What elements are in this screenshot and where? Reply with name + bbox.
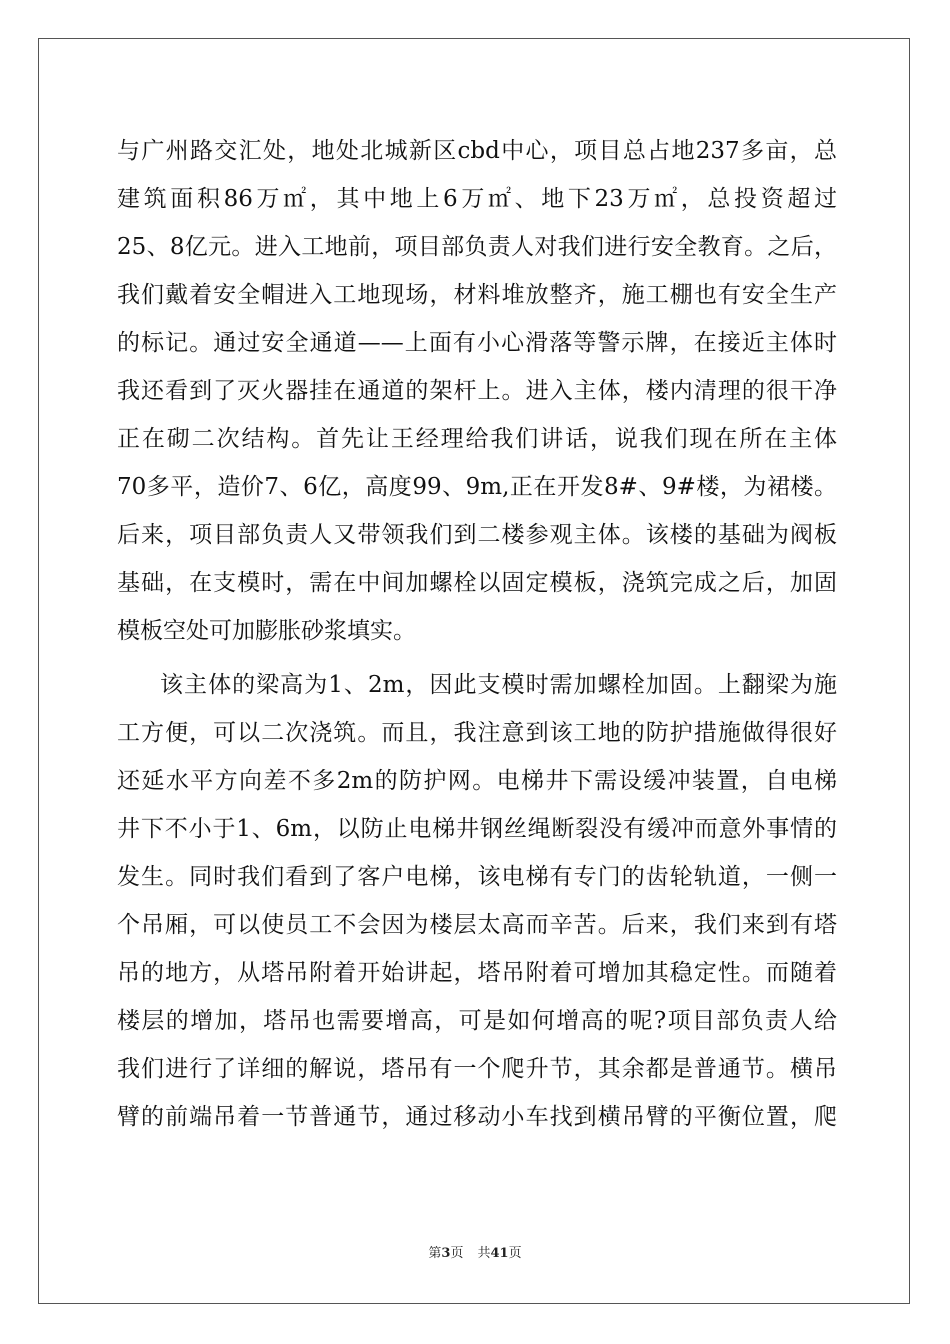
paragraph-line: 模板空处可加膨胀砂浆填实。 xyxy=(117,618,416,644)
paragraph-line: 发生。同时我们看到了客户电梯，该电梯有专门的齿轮轨道，一侧一 xyxy=(117,864,837,890)
page-label-prefix: 第 xyxy=(428,1246,442,1261)
paragraph-line: 正在砌二次结构。首先让王经理给我们讲话，说我们现在所在主体 xyxy=(117,426,837,452)
paragraph-line: 我还看到了灭火器挂在通道的架杆上。进入主体，楼内清理的很干净 xyxy=(117,378,837,404)
total-pages: 41 xyxy=(490,1246,509,1261)
paragraph-line: 楼层的增加，塔吊也需要增高，可是如何增高的呢?项目部负责人给 xyxy=(117,1008,837,1034)
page-footer xyxy=(0,1244,950,1264)
paragraph-line: 建筑面积86万㎡，其中地上6万㎡、地下23万㎡，总投资超过 xyxy=(117,186,837,212)
paragraph-line: 70多平，造价7、6亿，高度99、9m,正在开发8#、9#楼，为裙楼。 xyxy=(117,474,837,500)
page-number: 3 xyxy=(441,1246,451,1261)
total-label-suffix: 页 xyxy=(508,1246,522,1261)
paragraph-line: 的标记。通过安全通道——上面有小心滑落等警示牌，在接近主体时 xyxy=(117,330,837,356)
paragraph-line: 井下不小于1、6m，以防止电梯井钢丝绳断裂没有缓冲而意外事情的 xyxy=(117,816,837,842)
paragraph-line: 25、8亿元。进入工地前，项目部负责人对我们进行安全教育。之后， xyxy=(117,234,837,260)
total-label-prefix: 共 xyxy=(477,1246,491,1261)
page-label-suffix: 页 xyxy=(450,1246,464,1261)
paragraph-line: 吊的地方，从塔吊附着开始讲起，塔吊附着可增加其稳定性。而随着 xyxy=(117,960,837,986)
paragraph-line: 个吊厢，可以使员工不会因为楼层太高而辛苦。后来，我们来到有塔 xyxy=(117,912,837,938)
paragraph-line: 我们进行了详细的解说，塔吊有一个爬升节，其余都是普通节。横吊 xyxy=(117,1056,837,1082)
paragraph-line: 还延水平方向差不多2m的防护网。电梯井下需设缓冲装置，自电梯 xyxy=(117,768,837,794)
paragraph-line: 后来，项目部负责人又带领我们到二楼参观主体。该楼的基础为阀板 xyxy=(117,522,837,548)
paragraph-line: 工方便，可以二次浇筑。而且，我注意到该工地的防护措施做得很好 xyxy=(117,720,837,746)
paragraph-line: 该主体的梁高为1、2m，因此支模时需加螺栓加固。上翻梁为施 xyxy=(160,672,837,698)
paragraph-line: 我们戴着安全帽进入工地现场，材料堆放整齐，施工棚也有安全生产 xyxy=(117,282,837,308)
paragraph-line: 臂的前端吊着一节普通节，通过移动小车找到横吊臂的平衡位置，爬 xyxy=(117,1104,837,1130)
paragraph-line: 与广州路交汇处，地处北城新区cbd中心，项目总占地237多亩，总 xyxy=(117,138,837,164)
paragraph-line: 基础，在支模时，需在中间加螺栓以固定模板，浇筑完成之后，加固 xyxy=(117,570,837,596)
